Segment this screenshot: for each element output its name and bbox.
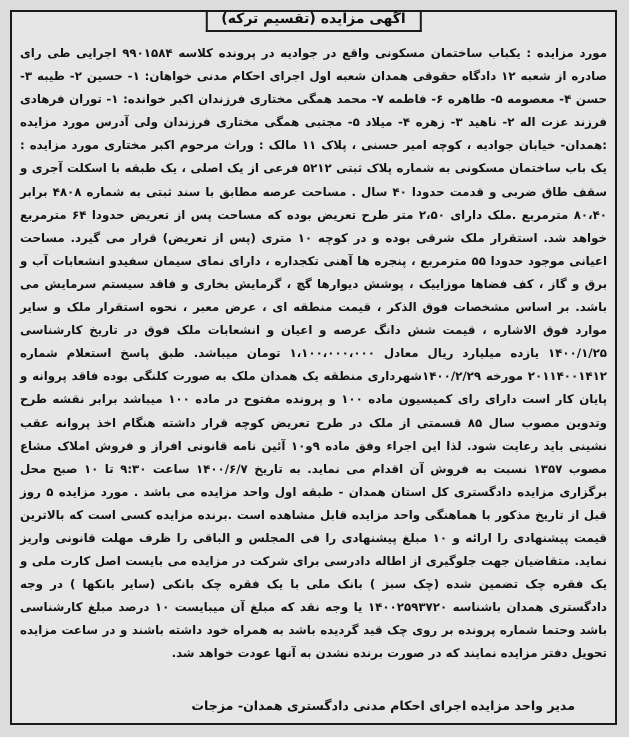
auction-notice-box [10,10,617,725]
notice-signature: مدیر واحد مزایده اجرای احکام مدنی دادگستری همدان- مزجات [191,698,575,713]
notice-body-paragraph: مورد مزایده : یکباب ساختمان مسکونی واقع در جوادیه در پرونده کلاسه ۹۹۰۱۵۸۴ اجرایی طی رای صادره از شعبه ۱۲ دادگاه حقوقی همدان شعبه اول اجرای احکام مدنی خواهان: ۱- حسین ۲- طیبه ۳- حسن ۴- معصومه ۵- طاهره ۶- فاطمه ۷- محمد همگی مختاری فرزندان اکبر خوانده: ۱- توران فرهادی فرزند عزت اله ۲- ناهید ۳- زهره ۴- میلاد ۵- مجتبی همگی مختاری فرزندان ولی آدرس مورد مزایده :همدان- خیابان جوادیه ، کوچه امیر حسنی ، پلاک ۱۱ مالک : وراث مرحوم اکبر مختاری مورد مزایده : یک باب ساختمان مسکونی به شماره پلاک ثبتی ۵۲۱۲ فرعی از یک اصلی ، یک طبقه با اسکلت آجری و سقف طاق ضربی و قدمت حدودا ۴۰ سال . مساحت عرصه مطابق با سند ثبتی به شماره ۴۸۰۸ برابر ۸۰،۴۰ مترمربع .ملک دارای ۲،۵۰ متر طرح تعریض بوده که مساحت پس از تعریض حدودا ۶۴ مترمربع خواهد شد. استقرار ملک شرقی بوده و در کوچه ۱۰ متری (پس از تعریض) قرار می گیرد. مساحت اعیانی موجود حدودا ۵۵ مترمربع ، پنجره ها آهنی تکجداره ، دارای نمای سیمان سفیدو انشعابات آب و برق و گاز ، کف فضاها موزاییک ، پوشش دیوارها گچ ، گرمایش بخاری و فاقد سیستم سرمایش می باشد. بر اساس مشخصات فوق الذکر ، قیمت منطقه ای ، عرض معبر ، نحوه استقرار ملک و سایر موارد فوق الاشاره ، قیمت شش دانگ عرصه و اعیان و انشعابات ملک فوق در تاریخ کارشناسی ۱۴۰۰/۱/۲۵ یازده میلیارد ریال معادل ۱،۱۰۰،۰۰۰،۰۰۰ تومان میباشد. طبق پاسخ استعلام شماره ۲۰۱۱۴۰۰۱۴۱۲ مورخه ۱۴۰۰/۲/۲۹شهرداری منطقه یک همدان ملک به صورت کلنگی بوده فاقد پروانه و پایان کار است دارای رای کمیسیون ماده ۱۰۰ و پرونده مفتوح در ماده ۱۰۰ میباشد برابر نقشه طرح وتدوین مصوب سال ۸۵ قسمتی از ملک در طرح تعریض کوچه قرار داشته هنگام اخذ پروانه عقب نشینی باید رعایت شود. لذا این اجراء وفق ماده ۹و۱۰ آئین نامه قانونی افراز و فروش املاک مشاع مصوب ۱۳۵۷ نسبت به فروش آن اقدام می نماید. به تاریخ ۱۴۰۰/۶/۷ ساعت ۹:۳۰ تا ۱۰ صبح محل برگزاری مزایده دادگستری کل استان همدان - طبقه اول واحد مزایده می باشد . مورد مزایده ۵ روز قبل از تاریخ مذکور با هماهنگی واحد مزایده قابل مشاهده است .برنده مزایده کسی است که بالاترین قیمت پیشنهادی را ارائه و ۱۰ مبلغ پیشنهادی را فی المجلس و الباقی را ظرف مهلت قانونی واریز نماید. متقاضیان جهت جلوگیری از اطاله دادرسی برای شرکت در مزایده می بایست اصل کارت ملی و یک فقره چک تضمین شده (چک سبز ) بانک ملی با یک فقره چک بانکی (سایر بانکها ) در وجه دادگستری همدان باشناسه ۱۴۰۰۲۵۹۳۷۲۰ یا وجه نقد که مبلغ آن میبایست ۱۰ درصد مبلغ کارشناسی باشد وحتما شماره پرونده بر روی چک قید گردیده باشد به همراه خود داشته باشند و در ساعت مزایده تحویل دفتر مزایده نمایند که در صورت برنده نشدن به آنها عودت خواهد شد. [20,46,608,661]
notice-title: آگهی مزایده (تقسیم ترکه) [205,10,421,32]
notice-body [20,42,607,666]
